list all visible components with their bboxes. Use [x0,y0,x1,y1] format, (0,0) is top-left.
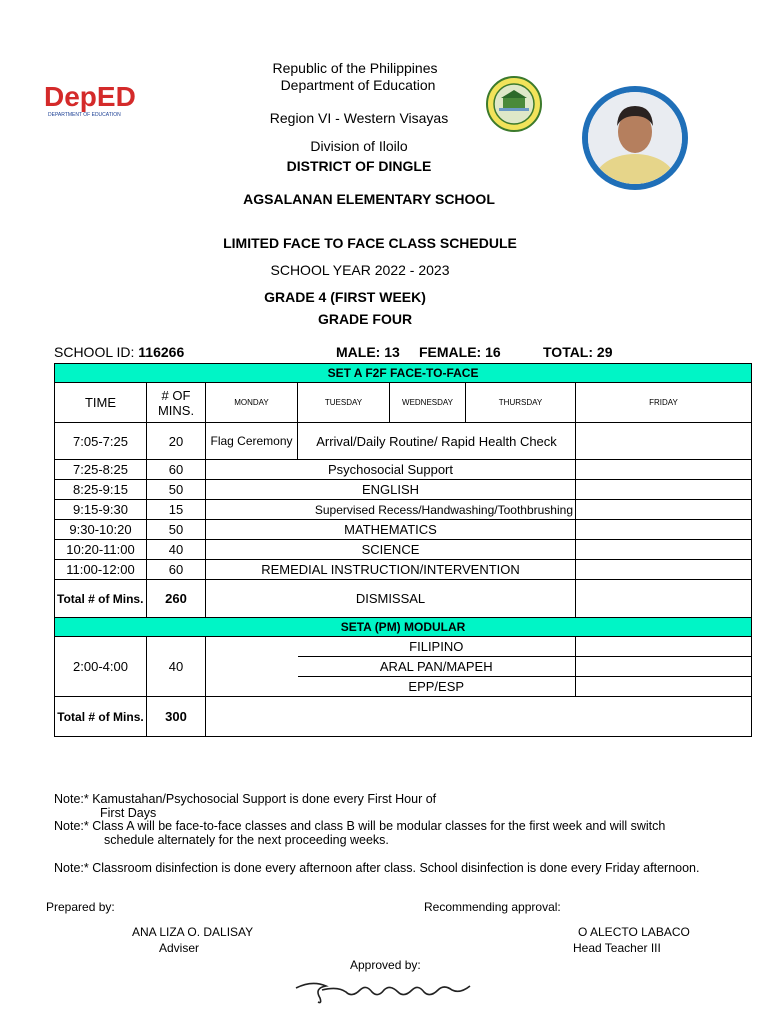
row-time: 7:25-8:25 [55,460,147,480]
row-activity: MATHEMATICS [206,520,576,540]
total-am-value: 260 [147,580,206,618]
flag-ceremony: Flag Ceremony [206,423,298,460]
row-mins: 20 [147,423,206,460]
row-time: 7:05-7:25 [55,423,147,460]
header-republic: Republic of the Philippines [272,60,438,76]
dismissal: DISMISSAL [206,580,576,618]
pm-time: 2:00-4:00 [55,637,147,697]
total-am-label: Total # of Mins. [55,580,147,618]
col-friday: FRIDAY [576,383,752,423]
col-thursday: THURSDAY [466,383,576,423]
pm-subject: FILIPINO [298,637,576,657]
row-mins: 60 [147,460,206,480]
table-row [55,520,752,540]
deped-logo-sub: DEPARTMENT OF EDUCATION [48,112,121,118]
recommending-label: Recommending approval: [424,900,561,914]
pm-subject: ARAL PAN/MAPEH [298,657,576,677]
set-pm-band: SETA (PM) MODULAR [55,618,752,637]
row-mins: 60 [147,560,206,580]
header-grade-name: GRADE FOUR [317,311,413,327]
header-department: Department of Education [280,77,436,93]
header-division: Division of Iloilo [310,138,408,154]
total-pm-value: 300 [147,697,206,737]
row-time: 10:20-11:00 [55,540,147,560]
female-count: FEMALE: 16 [419,344,501,360]
schedule-table [54,363,752,737]
teacher-photo [582,86,688,190]
note-2a: Note:* Class A will be face-to-face classes and class B will be modular classes for the first week and will switch [54,819,666,833]
pm-subject: EPP/ESP [298,677,576,697]
note-1a: Note:* Kamustahan/Psychosocial Support is done every First Hour of [54,792,437,806]
set-a-band: SET A F2F FACE-TO-FACE [55,364,752,383]
note-1b: First Days [100,806,157,820]
col-monday: MONDAY [206,383,298,423]
row-mins: 50 [147,480,206,500]
table-row [55,423,752,460]
prepared-by-label: Prepared by: [46,900,115,914]
row-time: 11:00-12:00 [55,560,147,580]
col-wednesday: WEDNESDAY [390,383,466,423]
table-row [55,560,752,580]
adviser-name: ANA LIZA O. DALISAY [132,925,254,939]
header-title: LIMITED FACE TO FACE CLASS SCHEDULE [223,235,517,251]
male-count: MALE: 13 [336,344,400,360]
pm-mins: 40 [147,637,206,697]
row-time: 8:25-9:15 [55,480,147,500]
col-tuesday: TUESDAY [298,383,390,423]
row-mins: 50 [147,520,206,540]
total-count: TOTAL: 29 [543,344,613,360]
row-activity: SCIENCE [206,540,576,560]
row-activity: Arrival/Daily Routine/ Rapid Health Check [298,423,576,460]
col-time-header: TIME [55,383,147,423]
header-region: Region VI - Western Visayas [269,110,449,126]
header-school-year: SCHOOL YEAR 2022 - 2023 [270,262,450,278]
row-time: 9:30-10:20 [55,520,147,540]
approved-by-label: Approved by: [350,958,421,972]
row-activity: REMEDIAL INSTRUCTION/INTERVENTION [206,560,576,580]
school-id-label: SCHOOL ID: [54,344,139,360]
header-school: AGSALANAN ELEMENTARY SCHOOL [243,191,495,207]
note-2b: schedule alternately for the next proceeding weeks. [104,833,389,847]
note-3: Note:* Classroom disinfection is done every afternoon after class. School disinfection is done every Friday afternoon. [54,861,700,875]
head-teacher-title: Head Teacher III [573,941,661,955]
school-id [54,344,184,360]
adviser-title: Adviser [159,941,200,955]
signature-scribble [292,976,477,1011]
row-mins: 40 [147,540,206,560]
deped-logo [44,76,144,122]
header-grade-week: GRADE 4 (FIRST WEEK) [264,289,426,305]
row-mins: 15 [147,500,206,520]
header-district: DISTRICT OF DINGLE [286,158,432,174]
row-time: 9:15-9:30 [55,500,147,520]
table-row [55,480,752,500]
table-row [55,500,752,520]
row-activity: Supervised Recess/Handwashing/Toothbrushing [206,500,576,520]
table-row [55,540,752,560]
row-activity: Psychosocial Support [206,460,576,480]
total-pm-label: Total # of Mins. [55,697,147,737]
school-id-value: 116266 [138,344,185,360]
table-row [55,460,752,480]
col-mins-header: # OF MINS. [147,383,206,423]
row-activity: ENGLISH [206,480,576,500]
head-teacher-name: O ALECTO LABACO [578,925,690,939]
deped-logo-text: DepED [44,81,136,112]
